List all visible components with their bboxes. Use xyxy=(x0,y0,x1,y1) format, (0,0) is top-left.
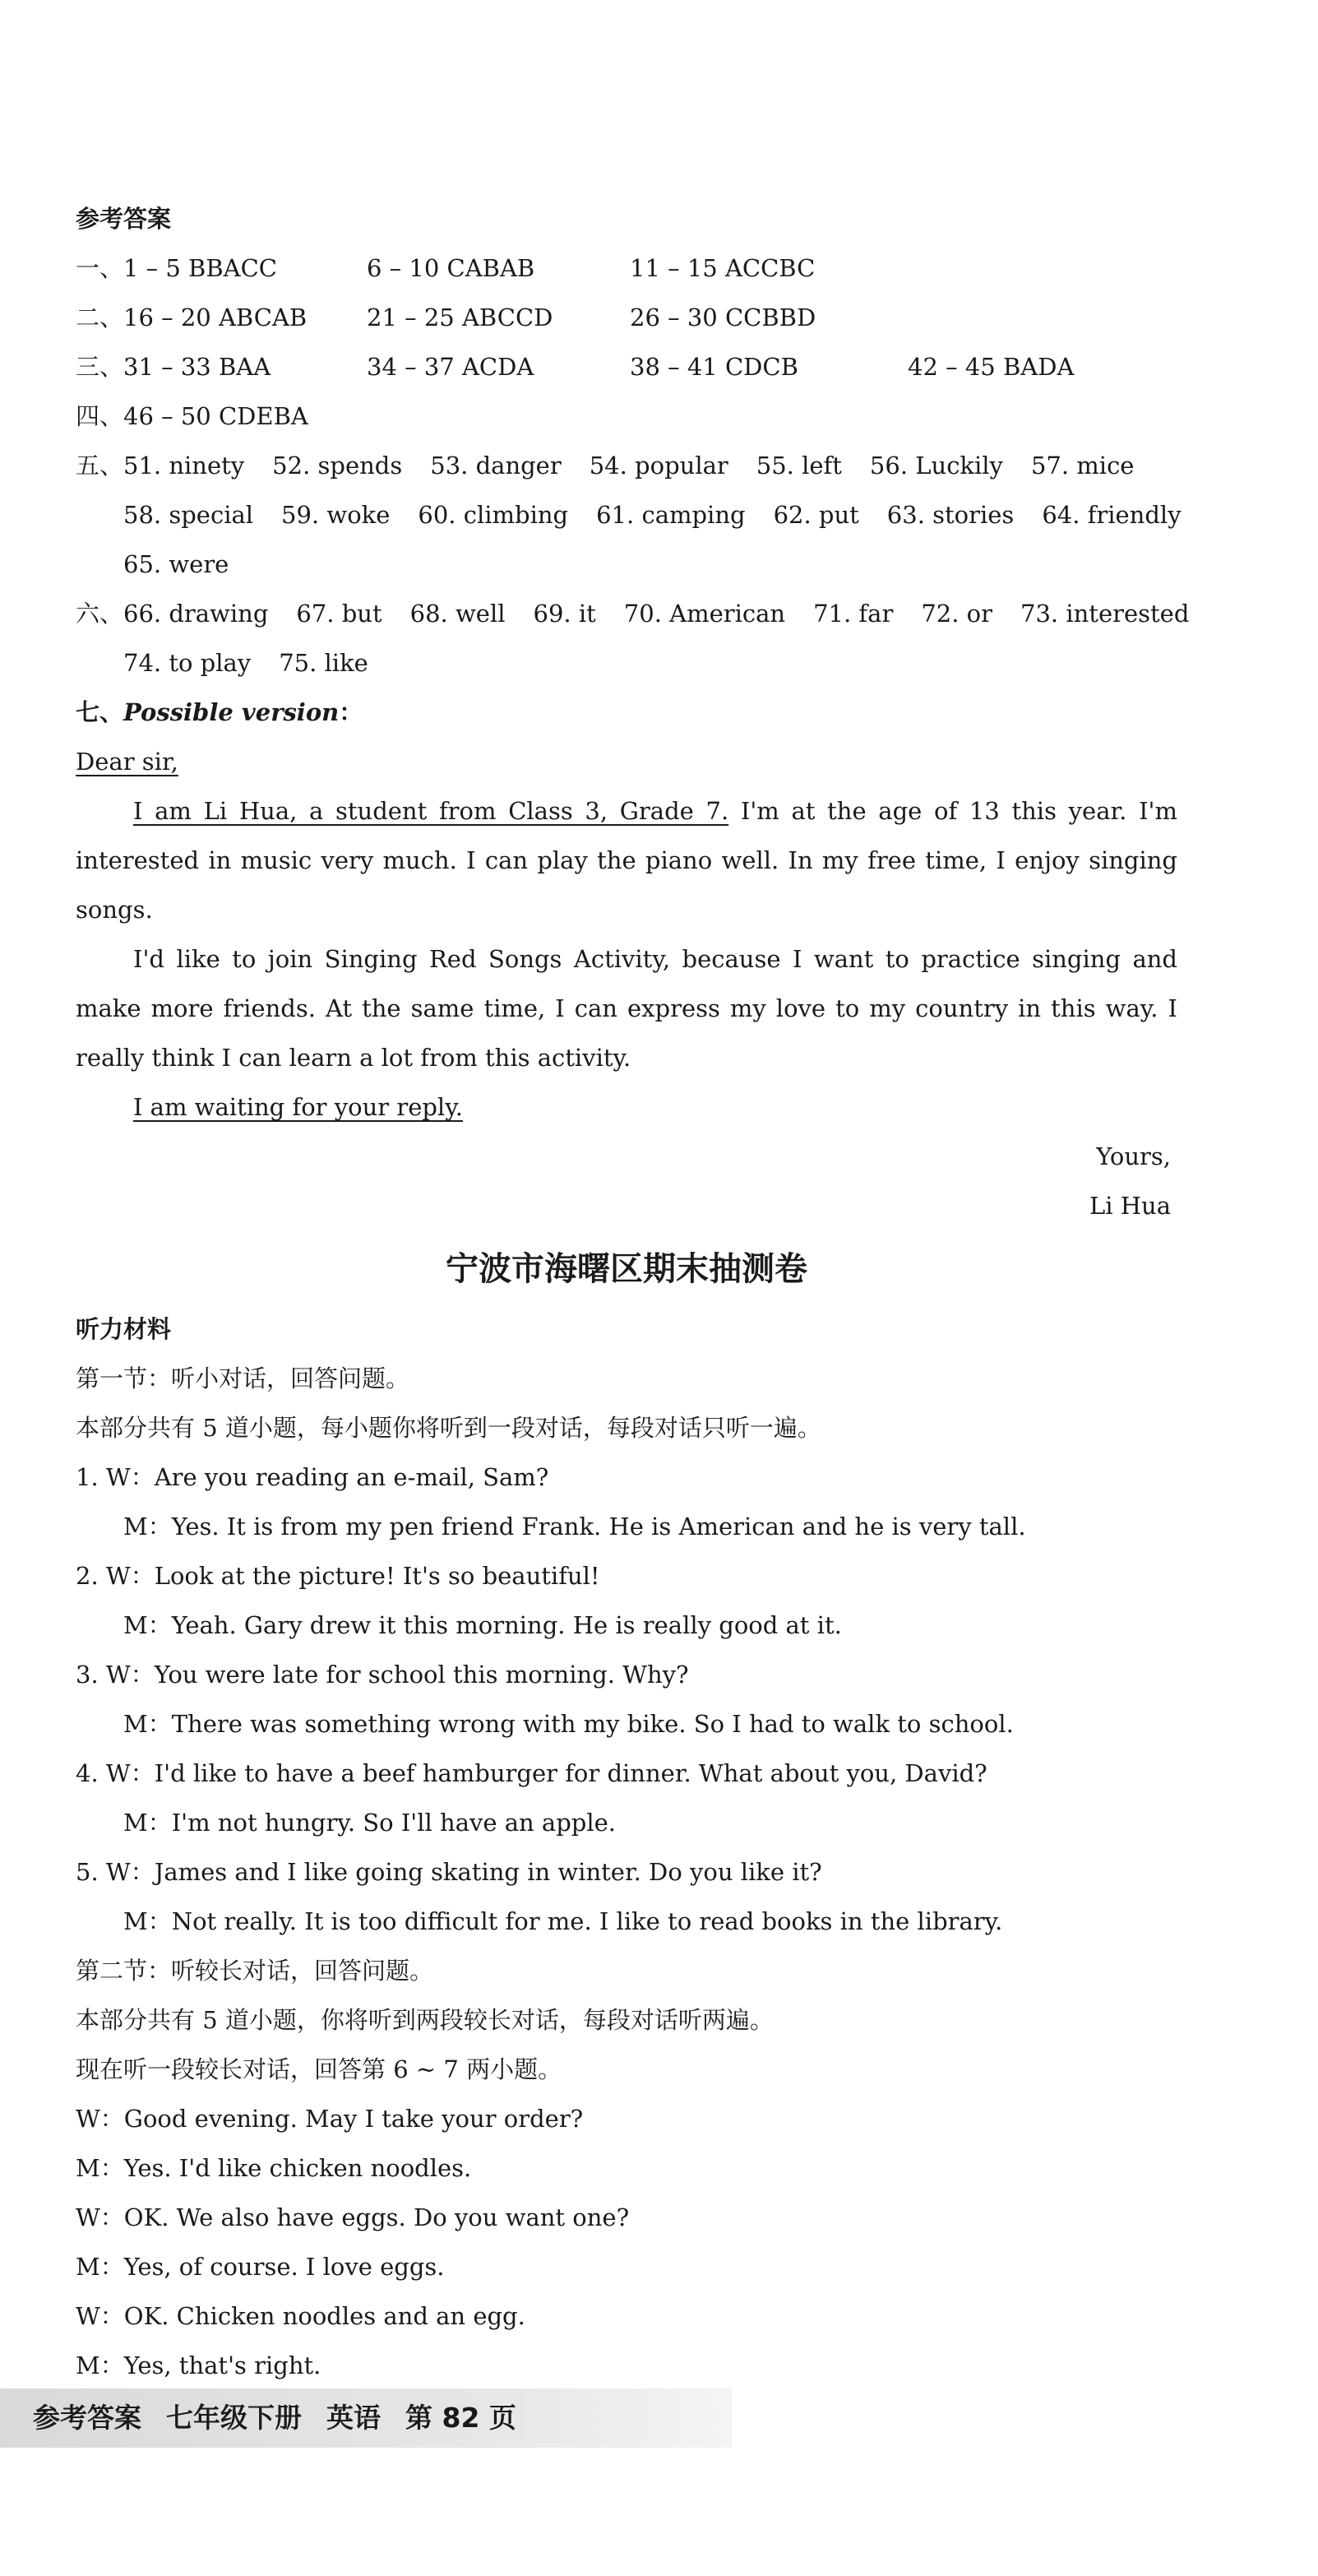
answer-group: 26 – 30 CCBBD xyxy=(630,303,816,331)
dialogue-line: M：I'm not hungry. So I'll have an apple. xyxy=(123,1809,617,1837)
dialogue-line: M：There was something wrong with my bike. So I had to walk to school. xyxy=(123,1710,1014,1738)
answer-group: 21 – 25 ABCCD xyxy=(367,303,553,331)
letter-signature: Li Hua xyxy=(1089,1192,1171,1220)
answer-item: 70. American xyxy=(623,600,786,628)
answer-item: 54. popular xyxy=(589,452,728,480)
answer-item: 60. climbing xyxy=(418,501,569,529)
underlined-sentence: I am Li Hua, a student from Class 3, Grade 7. xyxy=(133,797,729,825)
answer-item: 69. it xyxy=(533,600,596,628)
answer-item: 64. friendly xyxy=(1042,501,1182,529)
label-colon: ： xyxy=(339,698,363,726)
listening-heading: 听力材料 xyxy=(76,1315,172,1343)
dialogue-line: 2. W：Look at the picture! It's so beautiful! xyxy=(76,1562,600,1590)
answer-item: 52. spends xyxy=(272,452,403,480)
exam-title: 宁波市海曙区期末抽测卷 xyxy=(446,1250,807,1288)
dialogue-line: 5. W：James and I like going skating in winter. Do you like it? xyxy=(76,1858,822,1886)
answer-group: 38 – 41 CDCB xyxy=(630,353,798,381)
answer-row-3 xyxy=(76,342,1177,391)
answer-row-5c: 65. were xyxy=(123,550,229,578)
part1-heading: 第一节：听小对话，回答问题。 xyxy=(76,1364,410,1392)
answer-item: 73. interested xyxy=(1020,600,1190,628)
answer-item: 55. left xyxy=(756,452,842,480)
answer-group: 34 – 37 ACDA xyxy=(367,353,534,381)
answer-row-7 xyxy=(76,688,1177,737)
answer-item: 67. but xyxy=(296,600,382,628)
answer-item: 59. woke xyxy=(281,501,391,529)
answer-row-5a xyxy=(76,441,1177,490)
possible-version-label: Possible version xyxy=(123,698,340,726)
part2-description: 本部分共有 5 道小题，你将听到两段较长对话，每段对话听两遍。 xyxy=(76,2006,774,2034)
answer-item: 75. like xyxy=(279,649,368,677)
answer-row-1 xyxy=(76,243,1177,293)
long-dialogue-line: W：Good evening. May I take your order? xyxy=(76,2105,584,2133)
answer-item: 74. to play xyxy=(123,649,252,677)
letter-paragraph-2: I'd like to join Singing Red Songs Activity, because I want to practice singing and make more friends. At the same time, I can express my love to my country in this way. I really think I can learn a lot from this activity. xyxy=(76,945,1177,1072)
long-dialogue-line: W：OK. We also have eggs. Do you want one? xyxy=(76,2203,630,2231)
answer-item: 56. Luckily xyxy=(869,452,1003,480)
answer-item: 63. stories xyxy=(886,501,1015,529)
answer-row-5b xyxy=(76,490,1182,540)
letter-paragraph-3 xyxy=(76,1082,1177,1132)
greeting-text: Dear sir, xyxy=(76,748,178,776)
answers-heading: 参考答案 xyxy=(76,205,172,233)
letter-paragraph-1 xyxy=(76,786,1177,934)
long-dialogue-line: M：Yes. I'd like chicken noodles. xyxy=(76,2154,472,2182)
page-footer xyxy=(0,2388,732,2448)
answer-group: 三、31 – 33 BAA xyxy=(76,353,271,381)
dialogue-line: M：Yeah. Gary drew it this morning. He is really good at it. xyxy=(123,1611,842,1639)
footer-grade: 七年级下册 xyxy=(166,2402,302,2434)
answer-group: 一、1 – 5 BBACC xyxy=(76,254,277,282)
answer-row-6b xyxy=(76,638,1177,688)
dialogue-line: 1. W：Are you reading an e-mail, Sam? xyxy=(76,1463,549,1491)
answer-group: 11 – 15 ACCBC xyxy=(630,254,816,282)
long-dialogue-line: M：Yes, of course. I love eggs. xyxy=(76,2253,445,2281)
answer-row-6a xyxy=(76,589,1190,638)
answer-item: 61. camping xyxy=(596,501,746,529)
answer-item: 72. or xyxy=(921,600,992,628)
part2-heading: 第二节：听较长对话，回答问题。 xyxy=(76,1957,434,1985)
part2-intro: 现在听一段较长对话，回答第 6 ~ 7 两小题。 xyxy=(76,2055,562,2083)
answer-item: 53. danger xyxy=(430,452,562,480)
answer-row-2 xyxy=(76,293,1177,342)
letter-closing: Yours, xyxy=(1096,1142,1171,1170)
underlined-sentence: I am waiting for your reply. xyxy=(133,1093,463,1121)
answer-item: 六、66. drawing xyxy=(76,600,269,628)
answer-item: 68. well xyxy=(409,600,506,628)
answer-content xyxy=(76,194,1190,2390)
dialogue-line: 3. W：You were late for school this morning. Why? xyxy=(76,1661,689,1689)
dialogue-line: M：Not really. It is too difficult for me. I like to read books in the library. xyxy=(123,1907,1003,1935)
paragraph-text: I'm at the age of 13 this year. I'm interested in music very much. I can play the piano well. In my free time, I enjoy singing songs. xyxy=(76,797,1177,924)
letter-greeting xyxy=(76,737,1177,786)
answer-group: 42 – 45 BADA xyxy=(908,353,1075,381)
answer-item: 58. special xyxy=(123,501,254,529)
section-prefix: 七、 xyxy=(76,698,124,726)
dialogue-line: 4. W：I'd like to have a beef hamburger for dinner. What about you, David? xyxy=(76,1759,987,1787)
answer-row-4: 四、46 – 50 CDEBA xyxy=(76,402,308,430)
answer-item: 62. put xyxy=(773,501,859,529)
footer-subject: 英语 xyxy=(326,2402,381,2434)
answer-item: 五、51. ninety xyxy=(76,452,245,480)
long-dialogue-line: M：Yes, that's right. xyxy=(76,2351,321,2379)
footer-page-number: 第 82 页 xyxy=(405,2402,516,2434)
dialogue-line: M：Yes. It is from my pen friend Frank. He is American and he is very tall. xyxy=(123,1513,1026,1541)
part1-description: 本部分共有 5 道小题，每小题你将听到一段对话，每段对话只听一遍。 xyxy=(76,1414,821,1442)
answer-group: 二、16 – 20 ABCAB xyxy=(76,303,308,331)
answer-group: 6 – 10 CABAB xyxy=(367,254,535,282)
footer-label: 参考答案 xyxy=(33,2402,141,2434)
answer-item: 57. mice xyxy=(1030,452,1135,480)
answer-item: 71. far xyxy=(813,600,894,628)
long-dialogue-line: W：OK. Chicken noodles and an egg. xyxy=(76,2302,525,2330)
